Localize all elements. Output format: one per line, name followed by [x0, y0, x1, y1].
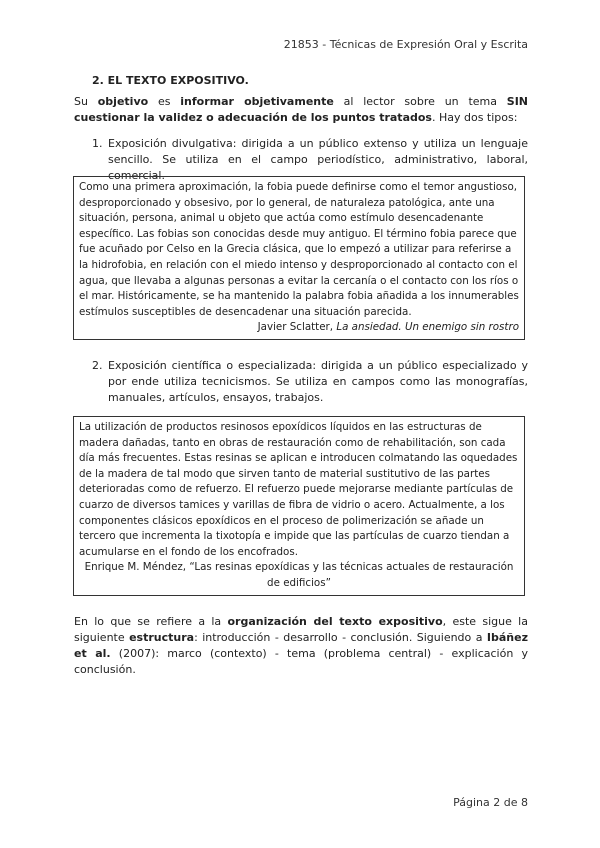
org-bold-2: estructura [129, 631, 195, 644]
organization-paragraph [74, 614, 528, 678]
intro-bold-3: SIN cuestionar la validez o adecuación de los puntos tratados [74, 95, 529, 124]
type-item-text: Exposición científica o especializada: dirigida a un público especializado y por ende utiliza tecnicismos. Se utiliza en campos como las monografías, manuales, artículos, ensayos, trabajos. [108, 359, 528, 404]
page-number: Página 2 de 8 [453, 796, 528, 809]
org-text-1: En lo que se refiere a la [74, 615, 228, 628]
example-2-source: Enrique M. Méndez, “Las resinas epoxídicas y las técnicas actuales de restauración de edificios” [84, 561, 514, 589]
type-item-text: Exposición divulgativa: dirigida a un público extenso y utiliza un lenguaje sencillo. Se utiliza en el campo periodístico, administrativo, laboral, comercial. [108, 137, 528, 182]
intro-text-4: . Hay dos tipos: [431, 111, 518, 124]
org-text-3: : introducción - desarrollo - conclusión. Siguiendo a [194, 631, 487, 644]
intro-bold-2: informar objetivamente [180, 95, 334, 108]
example-1-text: Como una primera aproximación, la fobia puede definirse como el temor angustioso, desproporcionado y obsesivo, por lo general, de naturaleza patológica, ante una situación, persona, animal u objeto que actúa como estímulo desencadenante específico. Las fobias son conocidas desde muy antiguo. El término fobia parece que fue acuñado por Celso en la Grecia clásica, que lo empezó a utilizar para referirse a la hidrofobia, en relación con el miedo intenso y desproporcionado al contacto con el agua, que llevaba a algunas personas a evitar la cercanía o el contacto con los ríos o el mar. Históricamente, se ha mantenido la palabra fobia añadida a los innumerables estímulos susceptibles de desencadenar una situación parecida. [79, 181, 519, 318]
example-box-1 [73, 176, 525, 340]
intro-bold-1: objetivo [97, 95, 149, 108]
example-1-author: Javier Sclatter, [257, 321, 337, 334]
intro-paragraph [74, 94, 528, 126]
section-title: 2. EL TEXTO EXPOSITIVO. [92, 74, 249, 87]
org-text-2: , este sigue la siguiente [74, 615, 528, 644]
org-bold-1: organización del texto expositivo [227, 615, 443, 628]
intro-text-2: es [148, 95, 181, 108]
type-item-2 [92, 358, 528, 406]
org-bold-3: Ibáñez et al. [74, 631, 528, 660]
example-2-text: La utilización de productos resinosos epoxídicos líquidos en las estructuras de madera dañadas, tanto en obras de restauración como de rehabilitación, son cada día más frecuentes. Estas resinas se aplican e introducen colmatando las oquedades de la madera de tal modo que sirven tanto de material sustitutivo de las partes deterioradas como de refuerzo. El refuerzo puede mejorarse mediante partículas de cuarzo de diversos tamices y varillas de fibra de vidrio o acero. Actualmente, a los componentes clásicos epoxídicos en el proceso de polimerización se añade un tercero que incrementa la tixotopía e impide que las partículas de cuarzo tiendan a acumularse en el fondo de los encofrados. [79, 421, 518, 558]
example-1-work: La ansiedad. Un enemigo sin rostro [336, 321, 519, 334]
intro-text-1: Su [74, 95, 98, 108]
page-header: 21853 - Técnicas de Expresión Oral y Escrita [283, 38, 528, 51]
type-item-number: 2. [92, 359, 103, 372]
example-1-source [79, 320, 519, 336]
org-text-4: (2007): marco (contexto) - tema (problema central) - explicación y conclusión. [74, 647, 528, 676]
example-box-2 [73, 416, 525, 596]
type-item-number: 1. [92, 137, 103, 150]
intro-text-3: al lector sobre un tema [333, 95, 507, 108]
